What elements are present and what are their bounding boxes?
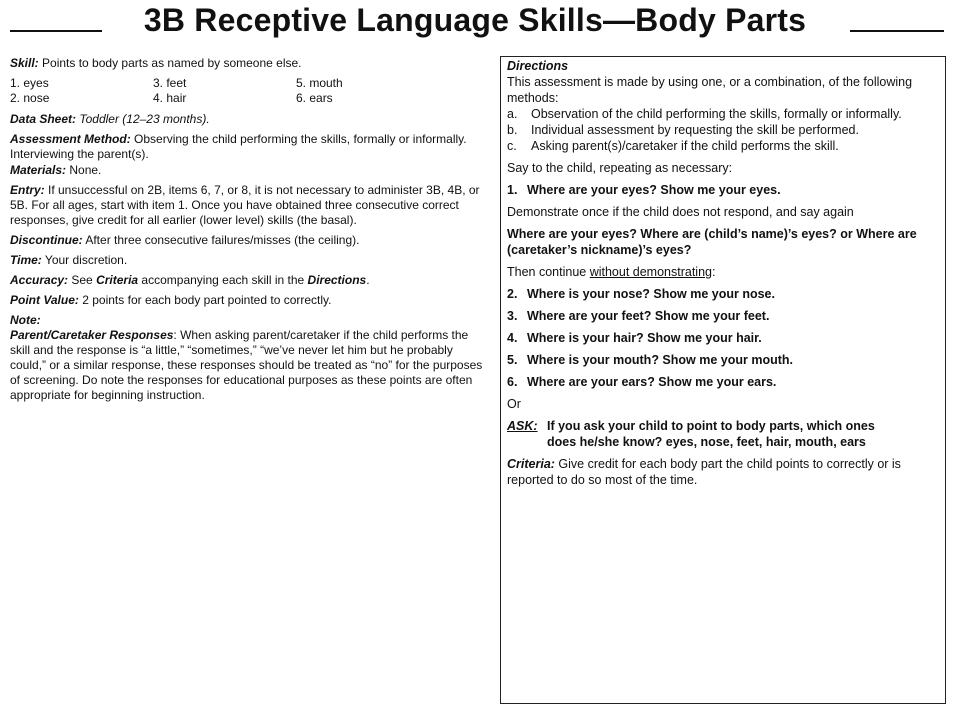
question-text: Where are your eyes? Show me your eyes. [527,183,781,197]
discontinue-line [10,233,488,248]
data-sheet-text: Toddler (12–23 months). [76,112,210,126]
demonstrate-instruction: Demonstrate once if the child does not respond, and say again [507,205,854,219]
page-title: 3B Receptive Language Skills—Body Parts [143,2,807,38]
body-part-item: 3. feet [153,76,187,90]
method-item [507,138,939,154]
point-value-line [10,293,488,308]
header [0,0,960,48]
entry-label: Entry: [10,183,45,197]
question-1 [507,182,939,198]
skill-info-column [10,56,488,408]
ask-label: ASK: [507,419,538,433]
body-part-item: 6. ears [296,91,333,105]
title-rule-right [850,30,944,32]
continue-pre: Then continue [507,265,590,279]
accuracy-text-pre: See [68,273,97,287]
criteria-line [507,456,939,488]
method-item [507,122,939,138]
method-text: Asking parent(s)/caretaker if the child performs the skill. [531,139,839,153]
point-value-label: Point Value: [10,293,79,307]
continue-underlined: without demonstrating [589,265,712,279]
entry-line [10,183,488,228]
discontinue-text: After three consecutive failures/misses (the ceiling). [82,233,360,247]
question-number: 3. [507,309,518,323]
body-part-item: 1. eyes [10,76,49,90]
assessment-method-label: Assessment Method: [10,132,131,146]
question-text: Where is your nose? Show me your nose. [527,287,775,301]
skill-line [10,56,488,71]
question-number: 2. [507,287,518,301]
entry-text: If unsuccessful on 2B, items 6, 7, or 8, it is not necessary to administer 3B, 4B, or 5B. For all ages, start with item 1. Once you have obtained three consecutive correct responses, give credit for all earlier (lower level) skills (the basal). [10,183,480,227]
methods-list [507,106,939,154]
question-item [507,374,939,390]
question-item [507,352,939,368]
method-marker: c. [507,139,517,153]
method-item [507,106,939,122]
time-label: Time: [10,253,42,267]
directions-title: Directions [507,59,569,73]
time-text: Your discretion. [41,253,128,267]
assessment-method-text: Observing the child performing the skills, formally or informally. Interviewing the parent(s). [10,132,467,161]
accuracy-criteria: Criteria [96,273,139,287]
method-marker: a. [507,107,518,121]
materials-text: None. [66,163,102,177]
parent-responses-label: Parent/Caretaker Responses [10,328,174,342]
question-number: 4. [507,331,518,345]
question-item [507,308,939,324]
method-text: Individual assessment by requesting the skill be performed. [531,123,859,137]
data-sheet-label: Data Sheet: [10,112,77,126]
discontinue-label: Discontinue: [10,233,83,247]
question-item [507,286,939,302]
data-sheet-line [10,112,488,127]
skill-label: Skill: [10,56,39,70]
assessment-method-line [10,132,488,162]
skill-text: Points to body parts as named by someone else. [38,56,302,70]
directions-intro: This assessment is made by using one, or a combination, of the following methods: [507,75,913,105]
ask-question [507,418,939,434]
question-text: Where is your hair? Show me your hair. [527,331,762,345]
materials-label: Materials: [10,163,67,177]
ask-text-line1: If you ask your child to point to body parts, which ones [547,419,875,433]
parent-responses-text: : When asking parent/caretaker if the child performs the skill and the response is “a little,” “sometimes,” “we’ve never let him but he probably could,” or a similar response, these responses should be treated as “no” for the purposes of screening. Do note the responses for educational purposes as these points are often appropriate for beginning instruction. [10,328,483,402]
accuracy-line [10,273,488,288]
point-value-text: 2 points for each body part pointed to correctly. [78,293,332,307]
accuracy-text-end: . [366,273,370,287]
accuracy-directions: Directions [307,273,367,287]
note-label: Note: [10,313,41,327]
question-text: Where is your mouth? Show me your mouth. [527,353,793,367]
or-text: Or [507,397,521,411]
directions-box [500,56,946,704]
question-number: 5. [507,353,518,367]
question-text: Where are your feet? Show me your feet. [527,309,770,323]
body-parts-list [10,76,488,106]
question-text: Where are your ears? Show me your ears. [527,375,777,389]
criteria-text: Give credit for each body part the child points to correctly or is reported to do so most of the time. [507,457,901,487]
ask-text-line2: does he/she know? eyes, nose, feet, hair, mouth, ears [547,435,866,449]
question-number: 6. [507,375,518,389]
accuracy-label: Accuracy: [10,273,69,287]
criteria-label: Criteria: [507,457,555,471]
note-line [10,313,488,328]
body-part-item: 2. nose [10,91,50,105]
materials-line [10,163,488,178]
title-rule-left [10,30,102,32]
continue-instruction [507,264,939,280]
body-part-item: 4. hair [153,91,187,105]
repeat-question: Where are your eyes? Where are (child’s name)’s eyes? or Where are (caretaker’s nickname)’s eyes? [507,227,917,257]
method-text: Observation of the child performing the skills, formally or informally. [531,107,902,121]
question-number: 1. [507,183,518,197]
time-line [10,253,488,268]
continue-post: : [712,265,716,279]
body-part-item: 5. mouth [296,76,343,90]
question-item [507,330,939,346]
say-instruction: Say to the child, repeating as necessary: [507,161,733,175]
accuracy-text-mid: accompanying each skill in the [138,273,308,287]
method-marker: b. [507,123,518,137]
parent-responses-line [10,328,488,403]
